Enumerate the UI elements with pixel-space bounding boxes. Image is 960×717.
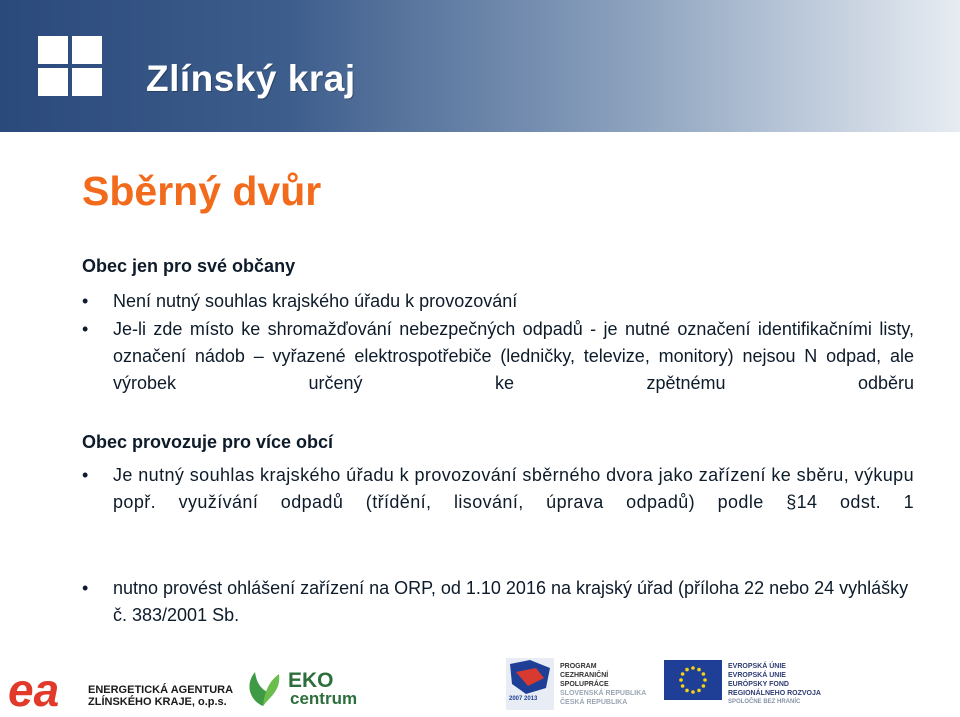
eko-leaf-icon — [241, 666, 285, 710]
eu-line-3: EURÓPSKY FOND — [728, 681, 789, 688]
eu-line-4: REGIONÁLNEHO ROZVOJA — [728, 690, 821, 697]
eu-fund-text — [728, 662, 821, 707]
bullet-icon: • — [82, 291, 89, 311]
list-item-text: nutno provést ohlášení zařízení na ORP, od 1.10 2016 na krajský úřad (příloha 22 nebo 24 vyhlášky č. 383/2001 Sb. — [113, 578, 909, 625]
list-item — [82, 462, 914, 543]
eu-flag-icon — [664, 660, 722, 700]
list-item-text: Je-li zde místo ke shromažďování nebezpečných odpadů - je nutné označení identifikačními listy, označení nádob – vyřazené elektrospotřebiče (ledničky, televize, monitory) nejsou N odpad, ale výrobek určený ke zpětnému odběru — [113, 319, 914, 393]
footer-logos — [0, 658, 960, 717]
section-heading-1: Obec jen pro své občany — [82, 256, 296, 276]
cz-line-2: CEZHRANIČNÍ — [560, 672, 609, 679]
eko-line-1: EKO — [288, 669, 334, 692]
cz-line-5: ČESKÁ REPUBLIKA — [560, 699, 628, 706]
eu-line-2: EVROPSKÁ UNIE — [728, 672, 786, 679]
logo-text: Zlínský kraj — [146, 58, 356, 99]
ea-logo-icon — [8, 666, 80, 714]
cz-program-text — [560, 662, 646, 707]
list-item — [82, 288, 914, 315]
header-banner — [0, 0, 960, 132]
eko-logo-text — [288, 669, 358, 708]
page-title: Sběrný dvůr — [82, 168, 322, 214]
list-item-text: Není nutný souhlas krajského úřadu k provozování — [113, 291, 518, 311]
bullet-icon: • — [82, 465, 89, 485]
ea-logo-text — [88, 684, 233, 708]
eko-line-2: centrum — [290, 689, 358, 708]
eu-line-5: SPOLOČNE BEZ HRANÍC — [728, 699, 801, 705]
list-item — [82, 316, 914, 424]
cz-line-3: SPOLUPRÁCE — [560, 681, 609, 688]
ea-line-2: ZLÍNSKÉHO KRAJE, o.p.s. — [88, 696, 227, 708]
ea-logo-mark: ea — [8, 666, 60, 714]
eu-line-1: EVROPSKÁ ÚNIE — [728, 663, 786, 670]
cz-years-text: 2007 2013 — [509, 696, 538, 702]
bullet-icon: • — [82, 578, 89, 598]
cz-line-4: SLOVENSKÁ REPUBLIKA — [560, 690, 647, 697]
cz-line-1: PROGRAM — [560, 663, 597, 670]
bullet-icon: • — [82, 319, 89, 339]
ea-line-1: ENERGETICKÁ AGENTURA — [88, 684, 234, 696]
list-item-text: Je nutný souhlas krajského úřadu k provozování sběrného dvora jako zařízení ke sběru, výkupu popř. využívání odpadů (třídění, lisování, úprava odpadů) podle §14 odst. 1 — [113, 465, 914, 512]
cz-program-logo-icon — [506, 658, 554, 710]
list-item — [82, 575, 914, 629]
zlinsky-kraj-logo-icon — [38, 36, 102, 96]
section-heading-2: Obec provozuje pro více obcí — [82, 432, 334, 452]
